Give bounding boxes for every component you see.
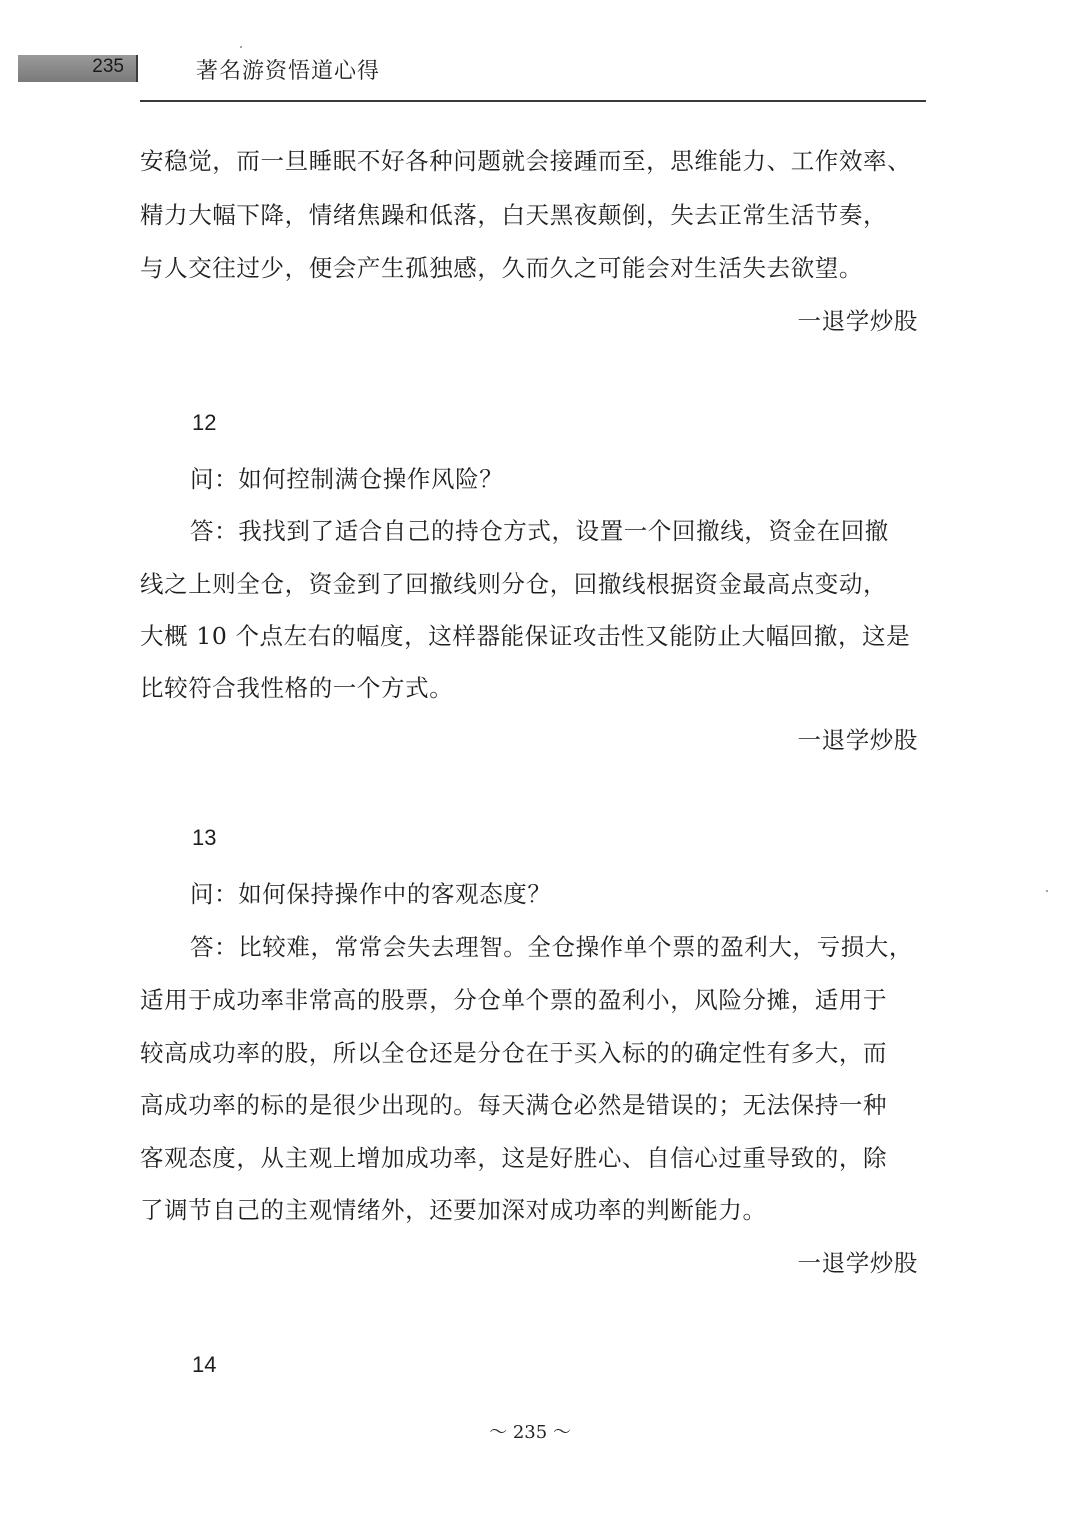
answer-line: 高成功率的标的是很少出现的。每天满仓必然是错误的；无法保持一种 <box>140 1091 888 1119</box>
answer-line: 答：比较难，常常会失去理智。全仓操作单个票的盈利大，亏损大， <box>190 933 913 961</box>
paragraph-line: 安稳觉，而一旦睡眠不好各种问题就会接踵而至，思维能力、工作效率、 <box>140 147 912 175</box>
header-page-number: 235 <box>92 56 124 77</box>
answer-line: 大概 10 个点左右的幅度，这样器能保证攻击性又能防止大幅回撤，这是 <box>140 622 911 650</box>
answer-line: 线之上则全仓，资金到了回撤线则分仓，回撤线根据资金最高点变动， <box>140 570 888 598</box>
author-signature: 一退学炒股 <box>797 307 918 335</box>
answer-line: 适用于成功率非常高的股票，分仓单个票的盈利小，风险分摊，适用于 <box>140 986 888 1014</box>
question-text: 问：如何保持操作中的客观态度？ <box>190 880 552 908</box>
header-book-title: 著名游资悟道心得 <box>196 59 381 84</box>
item-number: 12 <box>192 410 217 435</box>
answer-line: 答：我找到了适合自己的持仓方式，设置一个回撤线，资金在回撤 <box>190 517 889 545</box>
scan-speck <box>240 46 242 48</box>
answer-line: 比较符合我性格的一个方式。 <box>140 674 454 702</box>
header-page-tab <box>18 55 138 82</box>
answer-line: 客观态度，从主观上增加成功率，这是好胜心、自信心过重导致的，除 <box>140 1144 888 1172</box>
paragraph-line: 与人交往过少，便会产生孤独感，久而久之可能会对生活失去欲望。 <box>140 254 863 282</box>
paragraph-line: 精力大幅下降，情绪焦躁和低落，白天黑夜颠倒，失去正常生活节奏， <box>140 201 888 229</box>
footer-page-number: ～ 235 ～ <box>489 1422 571 1443</box>
answer-line: 了调节自己的主观情绪外，还要加深对成功率的判断能力。 <box>140 1196 767 1224</box>
header-divider <box>140 100 926 102</box>
item-number: 13 <box>192 825 217 850</box>
author-signature: 一退学炒股 <box>797 1249 918 1277</box>
question-text: 问：如何控制满仓操作风险？ <box>190 465 504 493</box>
answer-line: 较高成功率的股，所以全仓还是分仓在于买入标的的确定性有多大，而 <box>140 1039 888 1067</box>
author-signature: 一退学炒股 <box>797 726 918 754</box>
item-number: 14 <box>192 1352 217 1377</box>
scan-speck <box>1046 890 1048 892</box>
